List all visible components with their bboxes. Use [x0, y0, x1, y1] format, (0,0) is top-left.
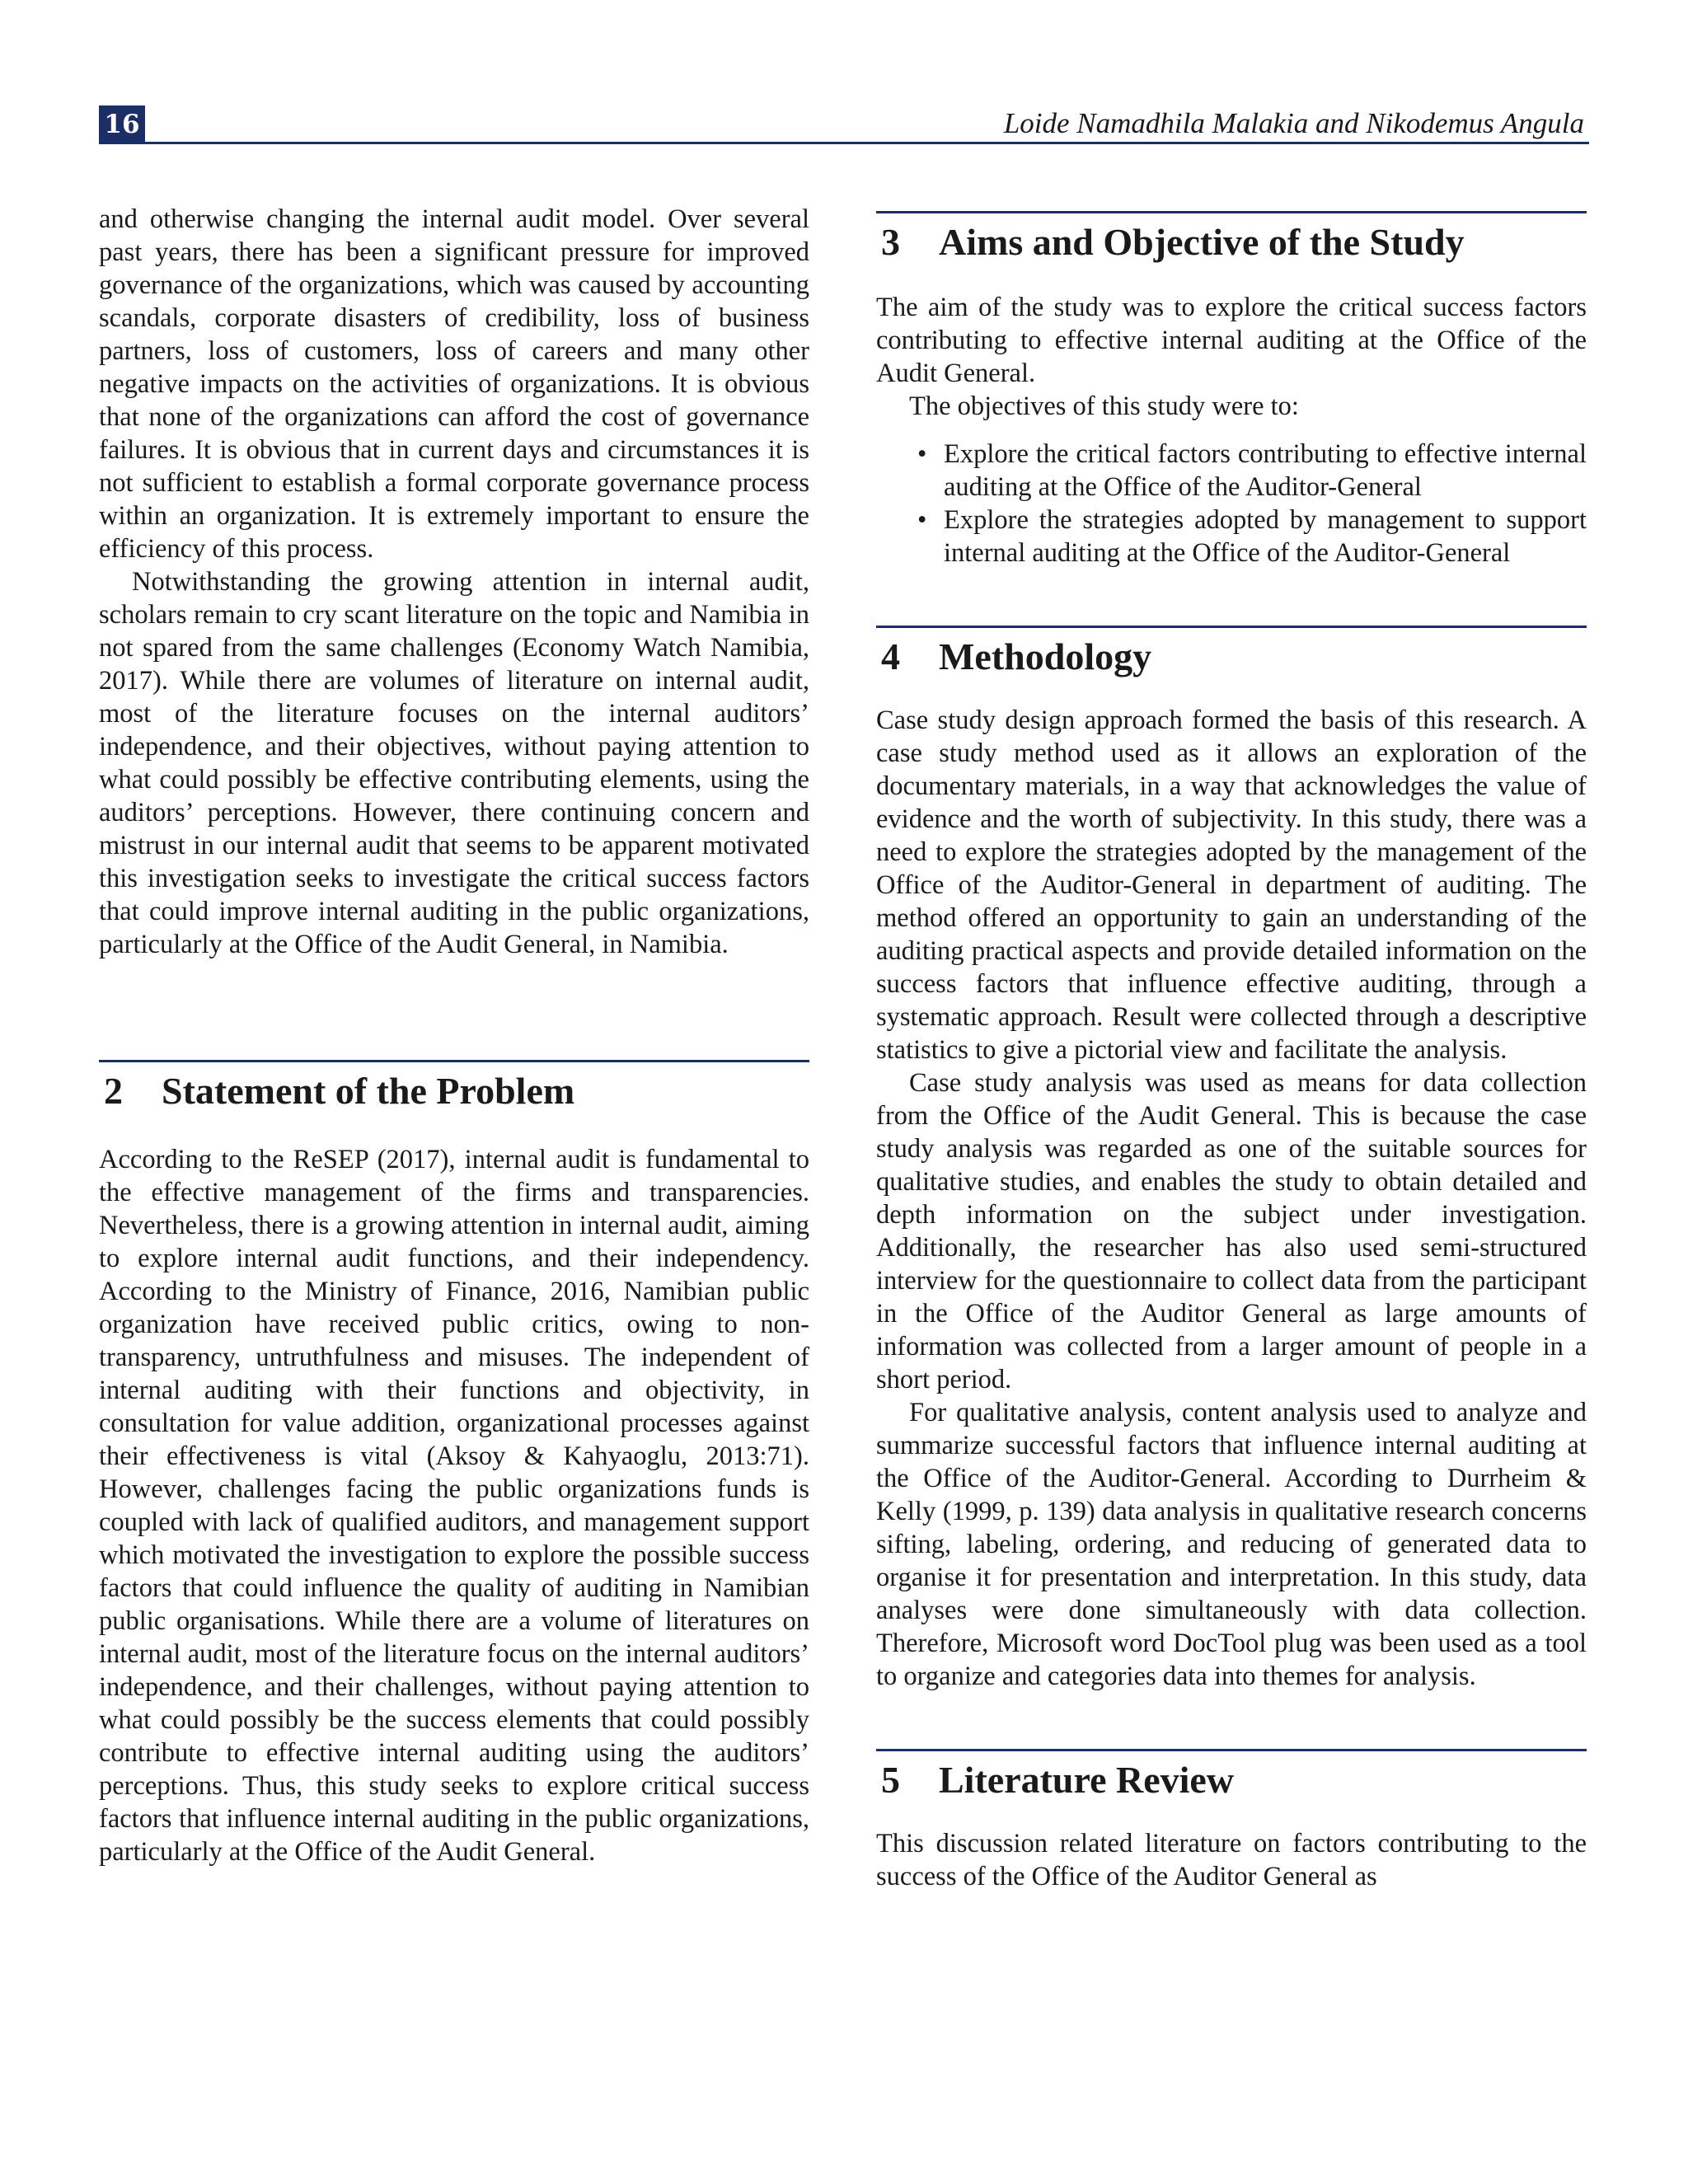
section-5-heading: [876, 1749, 1587, 1804]
right-column: [876, 203, 1587, 1893]
running-head-authors: Loide Namadhila Malakia and Nikodemus Angula: [1003, 107, 1584, 139]
section-5-number: 5: [881, 1759, 900, 1801]
section-4-paragraph-2: Case study analysis was used as means for data collection from the Office of the Audit General. This is because the case study analysis was regarded as one of the suitable sources for qualitative studies, and enables the study to obtain detailed and depth information on the subject under investigation. Additionally, the researcher has also used semi-structured interview for the questionnaire to collect data from the participant in the Office of the Auditor General as large amounts of information was collected from a larger amount of people in a short period.: [876, 1068, 1587, 1394]
section-2-heading: [99, 1060, 809, 1115]
section-3-title: Aims and Objective of the Study: [939, 221, 1465, 263]
section-4-paragraph-3: For qualitative analysis, content analysis used to analyze and summarize successful factors that influence internal auditing at the Office of the Auditor-General. According to Durrheim & Kelly (1999, p. 139) data analysis in qualitative research concerns sifting, labeling, ordering, and reducing of generated data to organise it for presentation and interpretation. In this study, data analyses were done simultaneously with data collection. Therefore, Microsoft word DocTool plug was been used as a tool to organize and categories data into themes for analysis.: [876, 1398, 1587, 1691]
list-item: [876, 504, 1587, 569]
section-4-heading: [876, 626, 1587, 681]
section-2-title: Statement of the Problem: [162, 1070, 575, 1112]
intro-paragraph-1: and otherwise changing the internal audit model. Over several past years, there has been a significant pressure for improved governance of the organizations, which was caused by accounting scandals, corporate disasters of credibility, loss of business partners, loss of customers, loss of careers and many other negative impacts on the activities of organizations. It is obvious that none of the organizations can afford the cost of governance failures. It is obvious that in current days and circumstances it is not sufficient to establish a formal corporate governance process within an organization. It is extremely important to ensure the efficiency of this process.: [99, 204, 809, 564]
objectives-list: [876, 438, 1587, 569]
section-5-paragraph-1: This discussion related literature on factors contributing to the success of the Office of the Auditor General as: [876, 1829, 1587, 1891]
bullet-icon: •: [917, 439, 927, 469]
page-number: 16: [99, 105, 145, 142]
section-5-title: Literature Review: [939, 1759, 1235, 1801]
section-2-paragraph-1: According to the ReSEP (2017), internal audit is fundamental to the effective management of the firms and transparencies. Nevertheless, there is a growing attention in internal audit, aiming to explore internal audit functions, and their independency. According to the Ministry of Finance, 2016, Namibian public organization have received public critics, owing to non-transparency, untruthfulness and misuses. The independent of internal auditing with their functions and objectivity, in consultation for value addition, organizational processes against their effectiveness is vital (Aksoy & Kahyaoglu, 2013:71). However, challenges facing the public organizations funds is coupled with lack of qualified auditors, and management support which motivated the investigation to explore the possible success factors that could influence the quality of auditing in Namibian public organisations. While there are a volume of literatures on internal audit, most of the literature focus on the internal auditors’ independence, and their challenges, without paying attention to what could possibly be the success elements that could possibly contribute to effective internal auditing using the auditors’ perceptions. Thus, this study seeks to explore critical success factors that influence internal auditing in the public organizations, particularly at the Office of the Audit General.: [99, 1145, 809, 1867]
bullet-icon: •: [917, 505, 927, 535]
objective-text: Explore the critical factors contributing to effective internal auditing at the Office of the Auditor-General: [944, 439, 1587, 502]
section-3-aim-paragraph: The aim of the study was to explore the critical success factors contributing to effective internal auditing at the Office of the Audit General.: [876, 293, 1587, 388]
section-3-number: 3: [881, 221, 900, 263]
objective-text: Explore the strategies adopted by management to support internal auditing at the Office of the Auditor-General: [944, 505, 1587, 568]
page-header: [99, 105, 1589, 144]
objectives-intro: The objectives of this study were to:: [909, 391, 1299, 421]
section-4-paragraph-1: Case study design approach formed the basis of this research. A case study method used as it allows an exploration of the documentary materials, in a way that acknowledges the value of evidence and the worth of subjectivity. In this study, there was a need to explore the strategies adopted by the management of the Office of the Auditor-General in department of auditing. The method offered an opportunity to gain an understanding of the auditing practical aspects and provide detailed information on the success factors that influence effective auditing, through a systematic approach. Result were collected through a descriptive statistics to give a pictorial view and facilitate the analysis.: [876, 705, 1587, 1065]
section-4-number: 4: [881, 635, 900, 677]
section-3-heading: [876, 211, 1587, 266]
section-2-number: 2: [104, 1070, 123, 1112]
intro-paragraph-2: Notwithstanding the growing attention in internal audit, scholars remain to cry scant literature on the topic and Namibia in not spared from the same challenges (Economy Watch Namibia, 2017). While there are volumes of literature on internal audit, most of the literature focuses on the internal auditors’ independence, and their objectives, without paying attention to what could possibly be effective contributing elements, using the auditors’ perceptions. However, there continuing concern and mistrust in our internal audit that seems to be apparent motivated this investigation seeks to investigate the critical success factors that could improve internal auditing in the public organizations, particularly at the Office of the Audit General, in Namibia.: [99, 567, 809, 959]
left-column: [99, 203, 809, 1868]
list-item: [876, 438, 1587, 504]
section-4-title: Methodology: [939, 635, 1152, 677]
